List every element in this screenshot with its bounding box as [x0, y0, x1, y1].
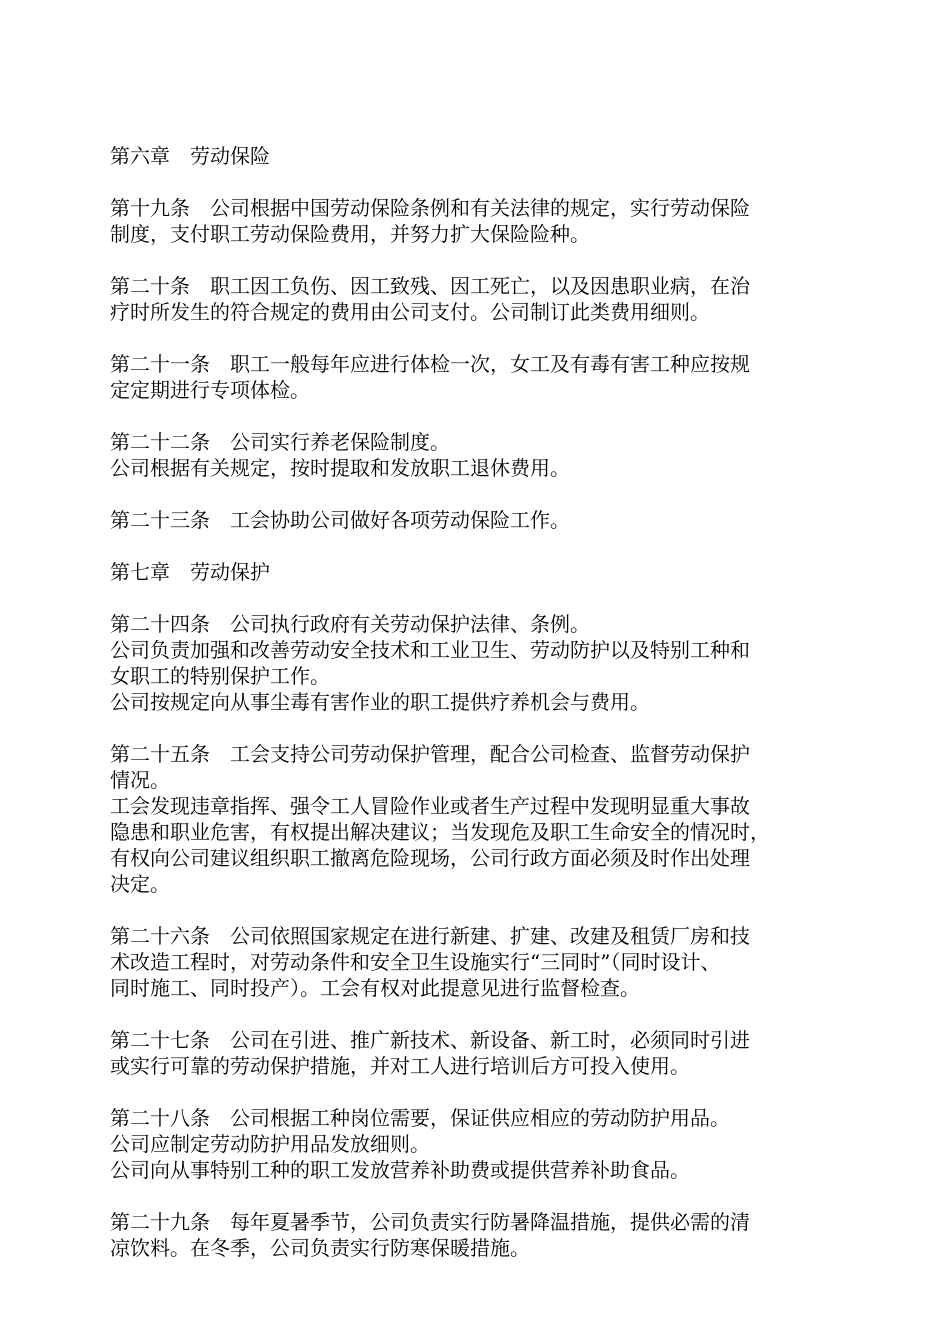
- text-line: 第二十一条 职工一般每年应进行体检一次，女工及有毒有害工种应按规: [110, 352, 750, 376]
- text-line: 第二十九条 每年夏暑季节，公司负责实行防暑降温措施，提供必需的清: [110, 1210, 750, 1234]
- article-21: [110, 351, 845, 403]
- text-line: 工会发现违章指挥、强令工人冒险作业或者生产过程中发现明显重大事故: [110, 794, 750, 818]
- text-line: 决定。: [110, 872, 170, 896]
- text-line: 公司向从事特别工种的职工发放营养补助费或提供营养补助食品。: [110, 1158, 690, 1182]
- article-20: [110, 273, 845, 325]
- text-line: 第二十条 职工因工负伤、因工致残、因工死亡，以及因患职业病，在治: [110, 274, 750, 298]
- text-line: 第二十二条 公司实行养老保险制度。: [110, 430, 450, 454]
- text-line: 公司根据有关规定，按时提取和发放职工退休费用。: [110, 456, 570, 480]
- article-19: [110, 195, 845, 247]
- chapter-7-heading: [110, 559, 845, 585]
- text-line: 女职工的特别保护工作。: [110, 664, 330, 688]
- text-line: 第十九条 公司根据中国劳动保险条例和有关法律的规定，实行劳动保险: [110, 196, 750, 220]
- text-line: 疗时所发生的符合规定的费用由公司支付。公司制订此类费用细则。: [110, 300, 710, 324]
- text-line: 隐患和职业危害，有权提出解决建议；当发现危及职工生命安全的情况时，: [110, 820, 770, 844]
- text-line: 第二十四条 公司执行政府有关劳动保护法律、条例。: [110, 612, 590, 636]
- text-line: 第七章 劳动保护: [110, 560, 270, 584]
- article-27: [110, 1027, 845, 1079]
- document-body: [110, 143, 845, 1287]
- text-line: 第二十八条 公司根据工种岗位需要，保证供应相应的劳动防护用品。: [110, 1106, 730, 1130]
- text-line: 公司应制定劳动防护用品发放细则。: [110, 1132, 430, 1156]
- chapter-6-heading: [110, 143, 845, 169]
- text-line: 第二十五条 工会支持公司劳动保护管理，配合公司检查、监督劳动保护: [110, 742, 750, 766]
- text-line: 凉饮料。在冬季，公司负责实行防寒保暖措施。: [110, 1236, 530, 1260]
- text-line: 第二十七条 公司在引进、推广新技术、新设备、新工时，必须同时引进: [110, 1028, 750, 1052]
- text-line: 公司负责加强和改善劳动安全技术和工业卫生、劳动防护以及特别工种和: [110, 638, 750, 662]
- article-22: [110, 429, 845, 481]
- article-24: [110, 611, 845, 715]
- text-line: 公司按规定向从事尘毒有害作业的职工提供疗养机会与费用。: [110, 690, 650, 714]
- text-line: 第二十三条 工会协助公司做好各项劳动保险工作。: [110, 508, 570, 532]
- text-line: 定定期进行专项体检。: [110, 378, 310, 402]
- text-line: 第六章 劳动保险: [110, 144, 270, 168]
- text-line: 第二十六条 公司依照国家规定在进行新建、扩建、改建及租赁厂房和技: [110, 924, 750, 948]
- text-line: 制度，支付职工劳动保险费用，并努力扩大保险险种。: [110, 222, 590, 246]
- text-line: 术改造工程时，对劳动条件和安全卫生设施实行“三同时”（同时设计、: [110, 950, 721, 974]
- text-line: 或实行可靠的劳动保护措施，并对工人进行培训后方可投入使用。: [110, 1054, 690, 1078]
- article-29: [110, 1209, 845, 1261]
- article-25: [110, 741, 845, 897]
- text-line: 情况。: [110, 768, 170, 792]
- article-26: [110, 923, 845, 1001]
- article-28: [110, 1105, 845, 1183]
- text-line: 同时施工、同时投产）。工会有权对此提意见进行监督检查。: [110, 976, 640, 1000]
- text-line: 有权向公司建议组织职工撤离危险现场，公司行政方面必须及时作出处理: [110, 846, 750, 870]
- article-23: [110, 507, 845, 533]
